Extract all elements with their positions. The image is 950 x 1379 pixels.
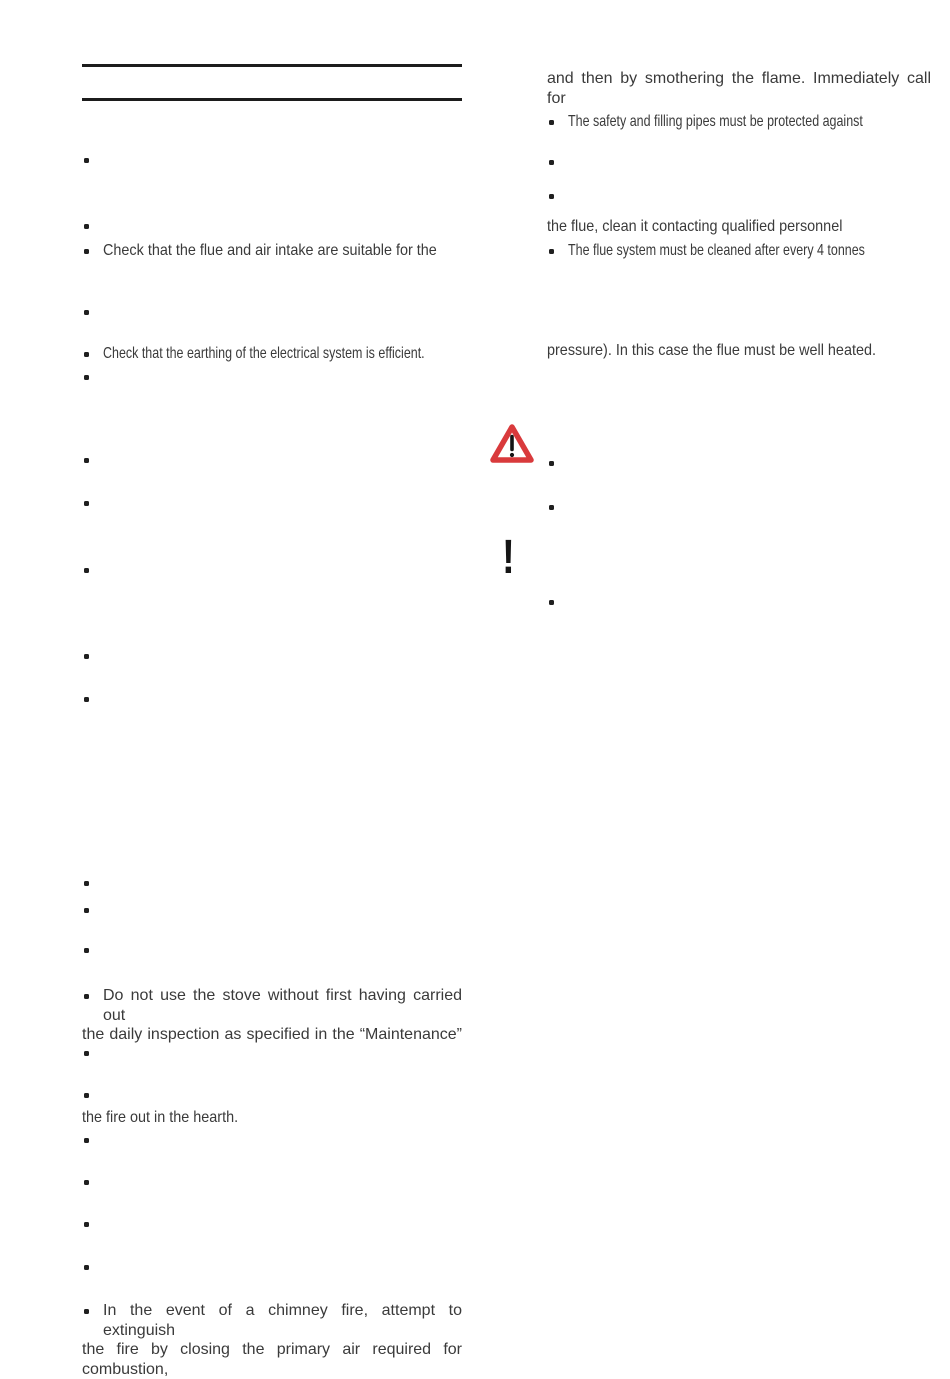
bullet-item: [82, 940, 462, 960]
text-line: [547, 217, 931, 237]
bullet-icon: [84, 881, 89, 886]
bullet-item: [82, 1172, 462, 1192]
bullet-item: [82, 367, 462, 387]
paragraph-line: the fire by closing the primary air required for combustion,: [82, 1341, 462, 1378]
bullet-icon: [84, 1093, 89, 1098]
paragraph-line: the flue, clean it contacting qualified personnel: [547, 218, 843, 235]
bullet-item: [547, 152, 931, 172]
bullet-item: [82, 1214, 462, 1234]
bullet-icon: [84, 375, 89, 380]
bullet-icon: [84, 568, 89, 573]
bullet-icon: [549, 194, 554, 199]
paragraph-line: pressure). In this case the flue must be well heated.: [547, 342, 876, 359]
bullet-icon: [84, 224, 89, 229]
bullet-icon: [84, 654, 89, 659]
bullet-item: [82, 344, 462, 364]
bullet-item: [82, 646, 462, 666]
bullet-icon: [84, 1265, 89, 1270]
exclamation-icon: !: [502, 531, 515, 584]
bullet-icon: [549, 249, 554, 254]
bullet-item: [82, 900, 462, 920]
bullet-item: [82, 150, 462, 170]
bullet-icon: [84, 697, 89, 702]
bullet-item: [82, 493, 462, 513]
bullet-icon: [84, 501, 89, 506]
text-line: [547, 341, 931, 361]
bullet-icon: [84, 1180, 89, 1185]
right-column: [547, 0, 931, 1379]
bullet-item: [82, 689, 462, 709]
paragraph-line: In the event of a chimney fire, attempt to extinguish: [103, 1302, 462, 1339]
bullet-item: [82, 1257, 462, 1277]
bullet-item: [82, 560, 462, 580]
text-line: [547, 69, 931, 108]
bullet-icon: [84, 908, 89, 913]
bullet-icon: [84, 458, 89, 463]
bullet-icon: [84, 1309, 89, 1314]
bullet-icon: [84, 1138, 89, 1143]
bullet-item: [82, 1301, 462, 1379]
left-column: [82, 0, 462, 1379]
bullet-item: [82, 302, 462, 322]
bullet-item: [547, 241, 931, 261]
bullet-item: [82, 1043, 462, 1063]
bullet-icon: [84, 249, 89, 254]
text-line: [82, 1108, 462, 1128]
paragraph-line: Check that the flue and air intake are suitable for the: [103, 242, 437, 259]
bullet-icon: [549, 461, 554, 466]
bullet-icon: [84, 352, 89, 357]
bullet-item: [82, 986, 462, 1045]
warning-triangle-icon: [489, 423, 535, 464]
bullet-icon: [84, 1222, 89, 1227]
bullet-item: [82, 450, 462, 470]
bullet-icon: [84, 1051, 89, 1056]
bullet-item: [82, 1130, 462, 1150]
bullet-icon: [549, 505, 554, 510]
paragraph-line: Check that the earthing of the electrical system is efficient.: [103, 345, 425, 362]
bullet-item: [82, 1085, 462, 1105]
bullet-item: [82, 873, 462, 893]
bullet-icon: [84, 310, 89, 315]
paragraph-line: The flue system must be cleaned after every 4 tonnes: [568, 242, 865, 259]
bullet-icon: [549, 160, 554, 165]
paragraph-line: the fire out in the hearth.: [82, 1109, 239, 1126]
bullet-item: [547, 497, 931, 517]
bullet-icon: [549, 120, 554, 125]
bullet-icon: [549, 600, 554, 605]
paragraph-line: The safety and filling pipes must be protected against: [568, 113, 863, 130]
paragraph-line: the daily inspection as specified in the “Maintenance”: [82, 1026, 462, 1043]
bullet-item: [547, 453, 931, 473]
paragraph-line: and then by smothering the flame. Immediately call for: [547, 70, 931, 107]
bullet-icon: [84, 994, 89, 999]
paragraph-line: Do not use the stove without first having carried out: [103, 987, 462, 1024]
bullet-icon: [84, 948, 89, 953]
bullet-item: [547, 112, 931, 132]
bullet-item: [547, 592, 931, 612]
bullet-icon: [84, 158, 89, 163]
bullet-item: [82, 241, 462, 261]
bullet-item: [547, 186, 931, 206]
bullet-item: [82, 216, 462, 236]
